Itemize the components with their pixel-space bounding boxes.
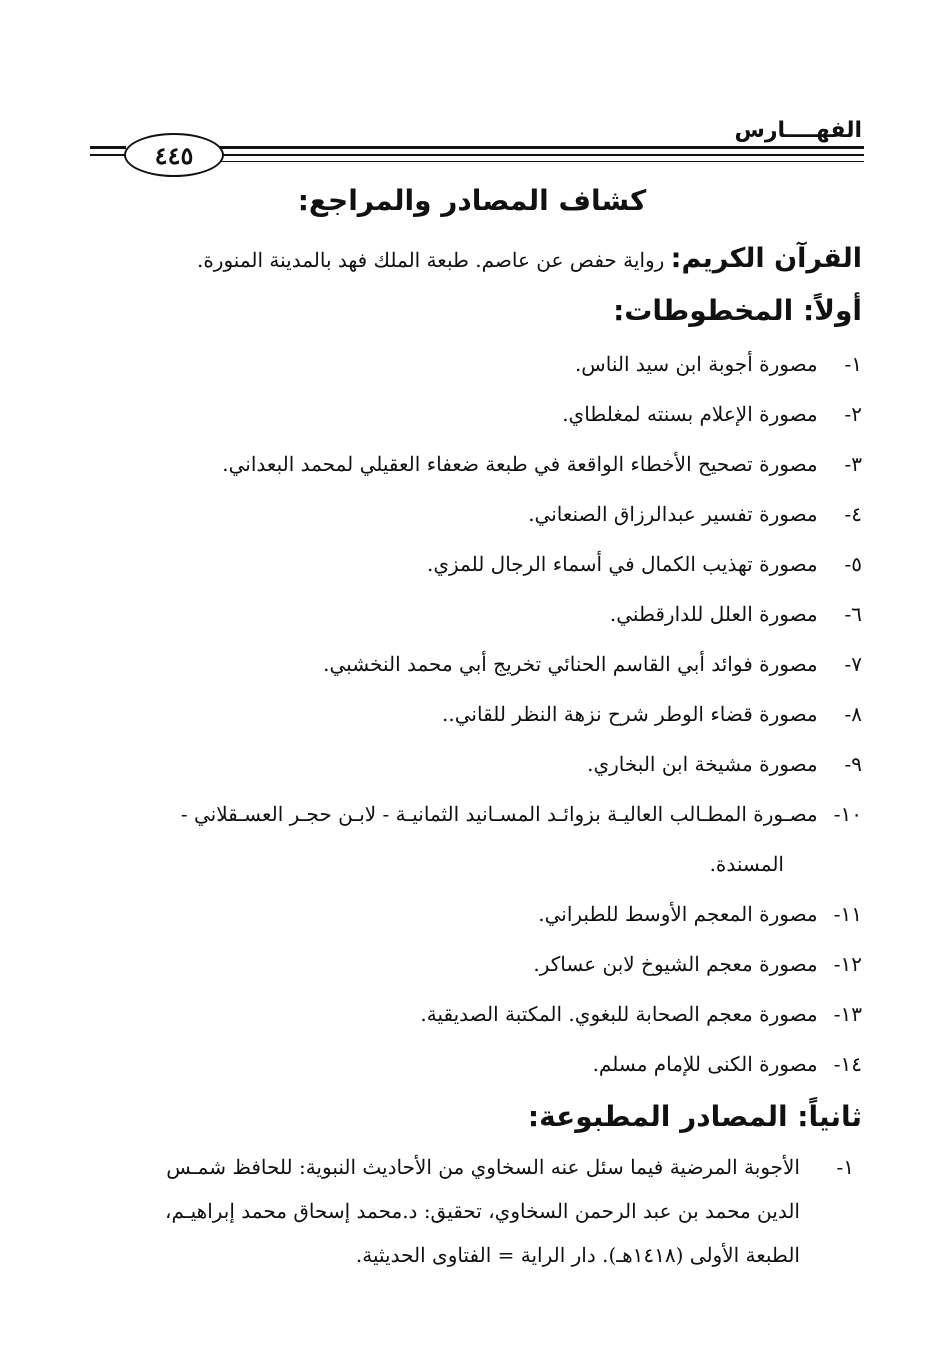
item-number: ٣-	[844, 452, 862, 476]
item-text-line-3: الطبعة الأولى (١٤١٨هـ). دار الراية = الفتاوى الحديثية.	[355, 1243, 800, 1267]
item-number: ٩-	[844, 752, 862, 776]
list-item	[100, 589, 862, 639]
list-item	[100, 489, 862, 539]
item-number: ٢-	[844, 402, 862, 426]
section1-title: أولاً: المخطوطات:	[613, 294, 862, 327]
item-text: مصـورة المطـالب العاليـة بزوائـد المسـانيد الثمانيـة - لابـن حجـر العسـقلاني -	[180, 802, 818, 826]
item-number: ٤-	[844, 502, 862, 526]
item-number: ١١-	[833, 902, 862, 926]
running-title: الفهــــارس	[734, 118, 862, 143]
list-item	[100, 789, 862, 889]
item-text: مصورة المعجم الأوسط للطبراني.	[538, 902, 818, 926]
item-text: مصورة تفسير عبدالرزاق الصنعاني.	[528, 502, 818, 526]
item-number: ٧-	[844, 652, 862, 676]
item-text-line-1: الأجوبة المرضية فيما سئل عنه السخاوي من الأحاديث النبوية: للحافظ شمـس	[166, 1155, 800, 1179]
list-item	[100, 989, 862, 1039]
item-number: ١٣-	[833, 1002, 862, 1026]
header-rule-left-top	[90, 146, 126, 149]
item-text: مصورة أجوبة ابن سيد الناس.	[574, 352, 818, 376]
quran-text: رواية حفص عن عاصم. طبعة الملك فهد بالمدينة المنورة.	[196, 248, 671, 272]
header-rule-left-bottom	[90, 154, 126, 156]
list-item	[100, 639, 862, 689]
list-item	[100, 889, 862, 939]
item-text: مصورة تهذيب الكمال في أسماء الرجال للمزي.	[426, 552, 818, 576]
header-rule-middle	[215, 154, 864, 156]
item-number: ١-	[836, 1155, 854, 1179]
item-text: مصورة قضاء الوطر شرح نزهة النظر للقاني..	[442, 702, 818, 726]
item-text: مصورة فوائد أبي القاسم الحنائي تخريج أبي محمد النخشبي.	[323, 652, 818, 676]
item-number: ٥-	[844, 552, 862, 576]
item-text: مصورة معجم الشيوخ لابن عساكر.	[533, 952, 818, 976]
page-number: ٤٤٥	[124, 133, 224, 177]
list-item	[100, 389, 862, 439]
item-number: ١-	[844, 352, 862, 376]
header-rule-bottom	[215, 161, 864, 162]
quran-label: القرآن الكريم:	[670, 243, 862, 274]
item-text: مصورة العلل للدارقطني.	[609, 602, 818, 626]
list-item	[100, 539, 862, 589]
list-item	[100, 1039, 862, 1089]
item-number: ١٢-	[833, 952, 862, 976]
quran-entry	[100, 236, 862, 283]
item-text: مصورة مشيخة ابن البخاري.	[587, 752, 818, 776]
list-item	[100, 739, 862, 789]
list-item	[100, 339, 862, 389]
list-item	[100, 1145, 862, 1277]
list-item	[100, 939, 862, 989]
header-rule-top	[215, 146, 864, 149]
item-text-continuation: المسندة.	[709, 852, 784, 876]
item-text: مصورة تصحيح الأخطاء الواقعة في طبعة ضعفاء العقيلي لمحمد البعداني.	[222, 452, 818, 476]
main-heading: كشاف المصادر والمراجع:	[297, 184, 647, 217]
item-number: ١٤-	[833, 1052, 862, 1076]
item-text: مصورة الإعلام بسنته لمغلطاي.	[562, 402, 818, 426]
item-text: مصورة معجم الصحابة للبغوي. المكتبة الصديقية.	[420, 1002, 818, 1026]
item-number: ٦-	[844, 602, 862, 626]
printed-sources-list	[100, 1145, 862, 1277]
section2-title: ثانياً: المصادر المطبوعة:	[527, 1100, 862, 1133]
manuscripts-list	[100, 339, 862, 1089]
content	[100, 236, 862, 1277]
item-number: ١٠-	[833, 802, 862, 826]
list-item	[100, 439, 862, 489]
item-number: ٨-	[844, 702, 862, 726]
list-item	[100, 689, 862, 739]
item-text: مصورة الكنى للإمام مسلم.	[592, 1052, 818, 1076]
item-text-line-2: الدين محمد بن عبد الرحمن السخاوي، تحقيق: د.محمد إسحاق محمد إبراهيـم،	[165, 1199, 800, 1223]
